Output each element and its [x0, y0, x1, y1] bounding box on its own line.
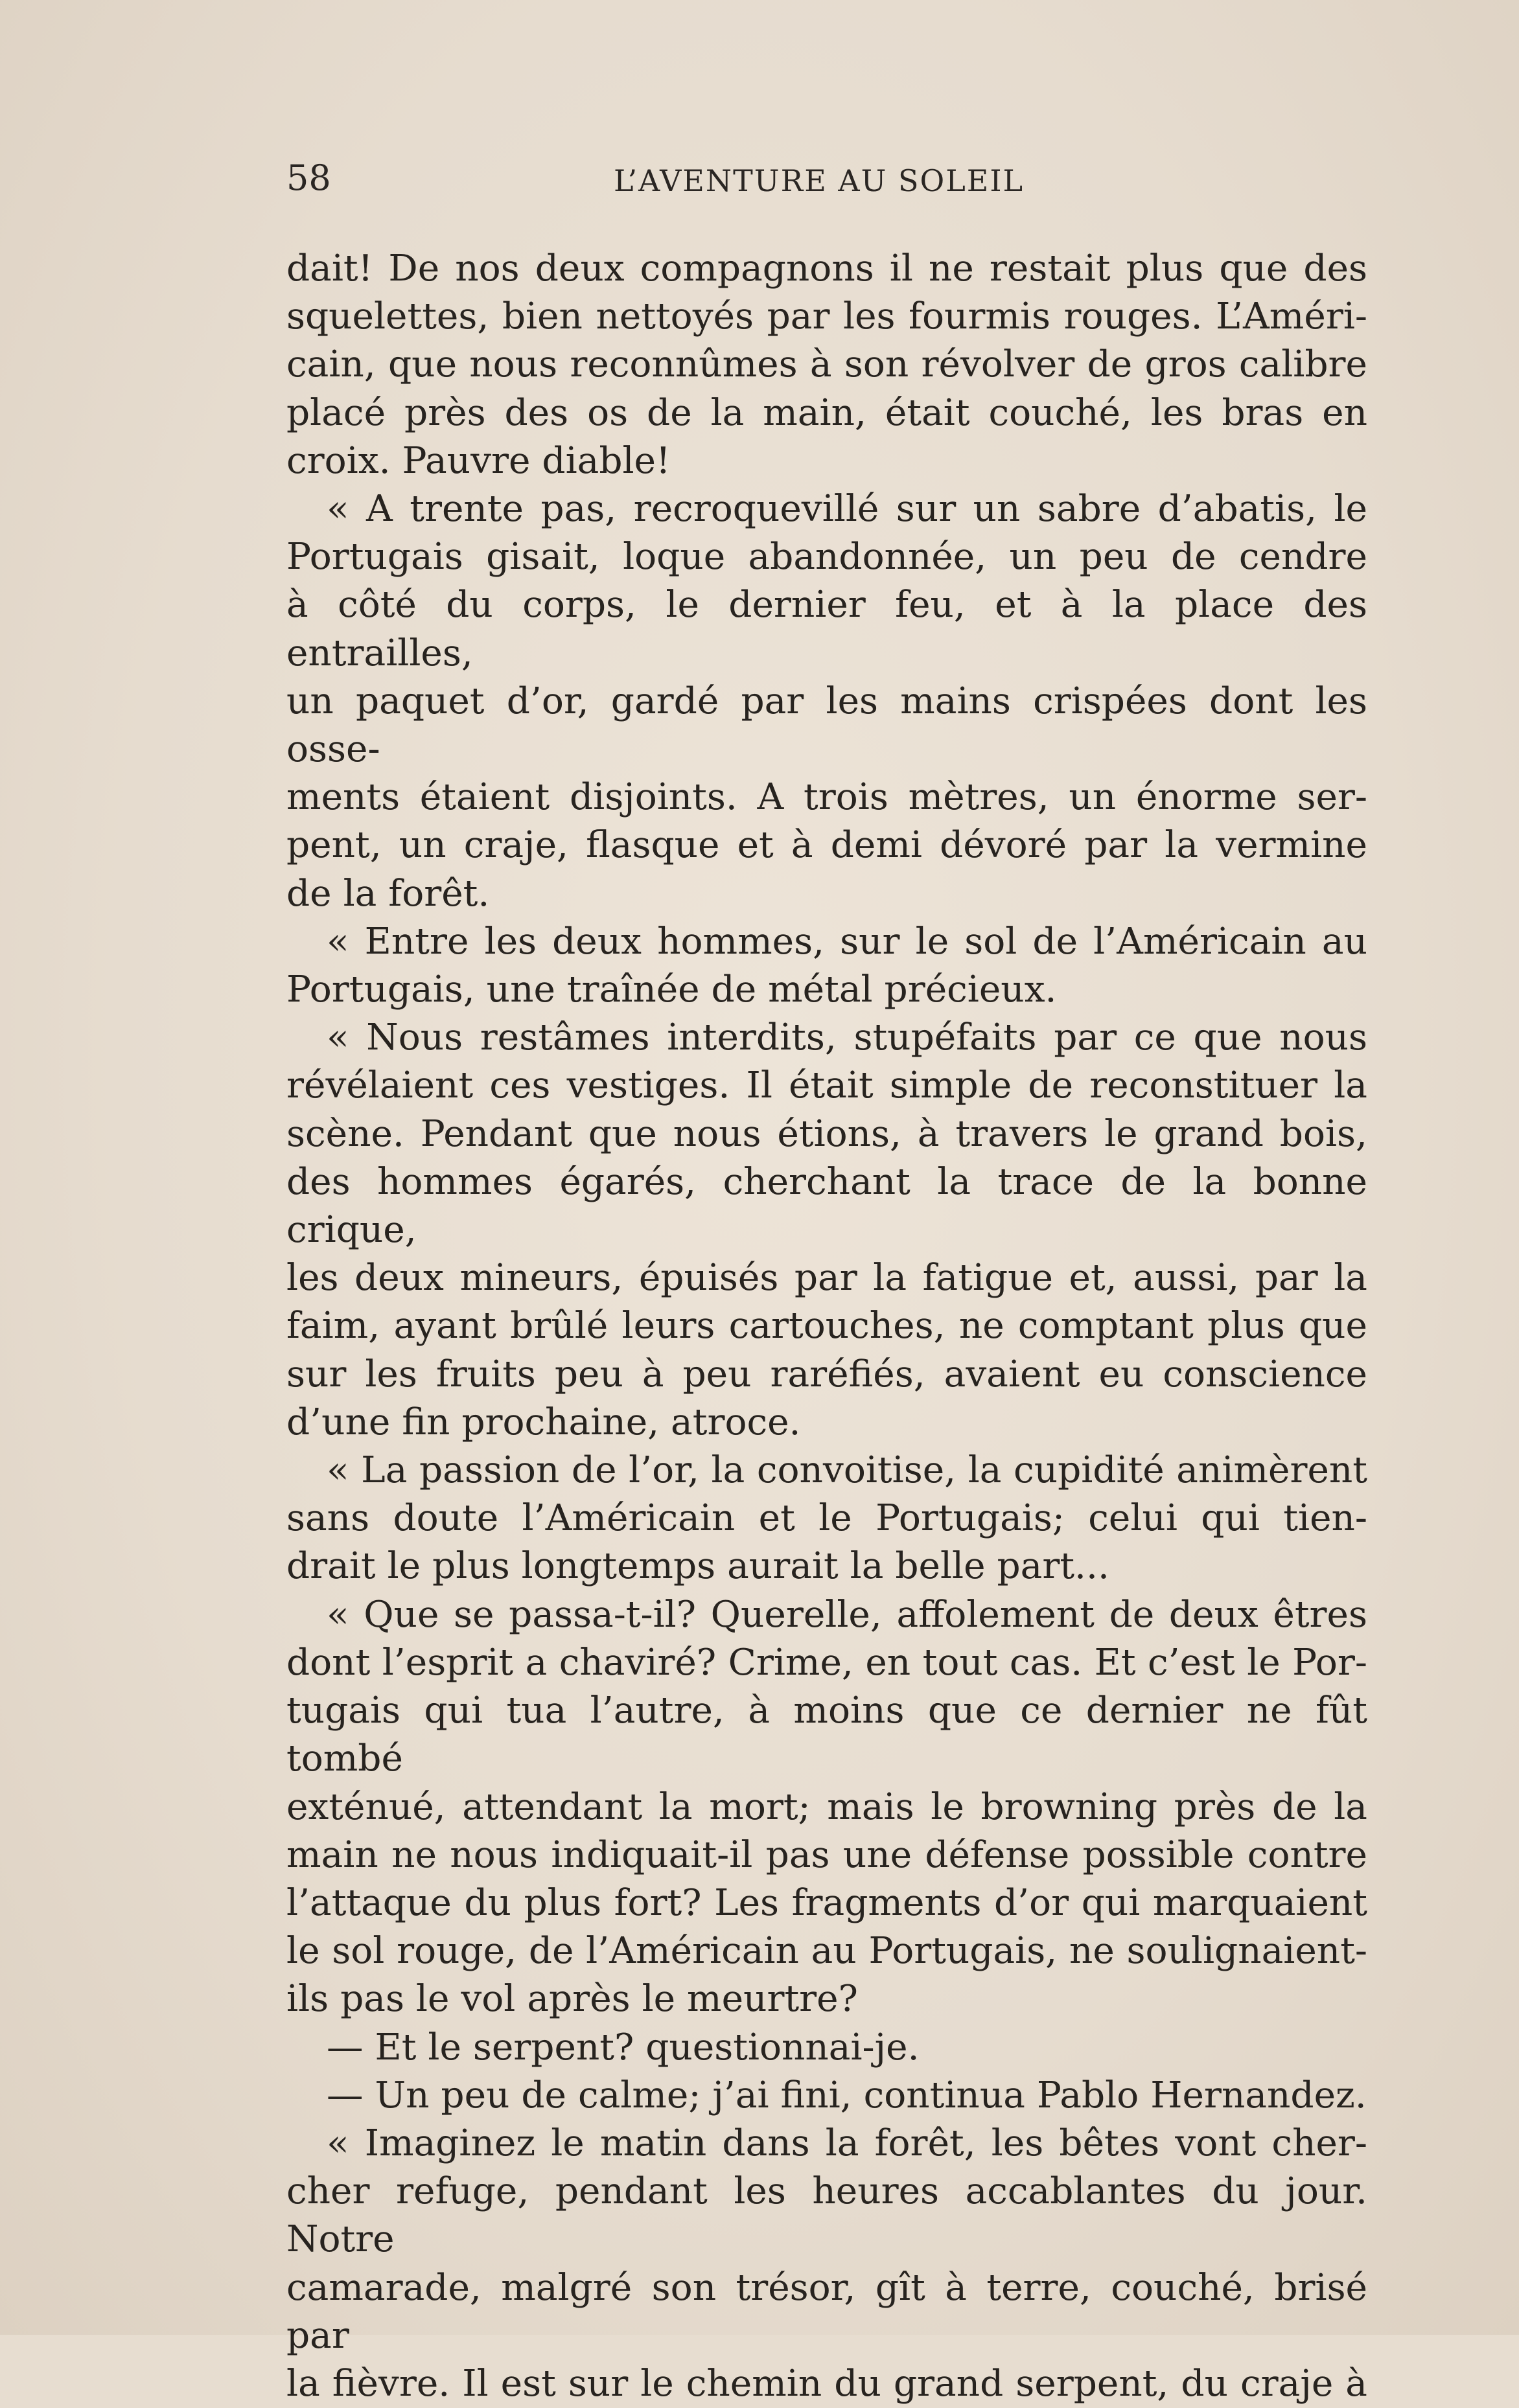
body-text: [286, 245, 1367, 2408]
text-line: de la forêt.: [286, 872, 490, 915]
text-line: scène. Pendant que nous étions, à travers le grand bois,: [286, 1112, 1367, 1155]
text-line: exténué, attendant la mort; mais le browning près de la: [286, 1785, 1367, 1828]
text-line: d’une fin prochaine, atroce.: [286, 1401, 801, 1443]
text-line: des hommes égarés, cherchant la trace de la bonne crique,: [286, 1160, 1367, 1252]
page-number: 58: [286, 157, 331, 198]
paragraph: [286, 918, 1367, 1014]
text-line: sur les fruits peu à peu raréfiés, avaient eu conscience: [286, 1353, 1367, 1395]
text-line: — Un peu de calme; j’ai fini, continua Pablo Hernandez.: [327, 2074, 1367, 2116]
text-line: « A trente pas, recroquevillé sur un sabre d’abatis, le: [327, 488, 1367, 531]
text-line: Portugais, une traînée de métal précieux.: [286, 969, 1057, 1011]
running-title: L’AVENTURE AU SOLEIL: [614, 163, 1025, 198]
text-line: croix. Pauvre diable!: [286, 439, 671, 482]
text-line: les deux mineurs, épuisés par la fatigue et, aussi, par la: [286, 1257, 1367, 1300]
text-line: ments étaient disjoints. A trois mètres, un énorme ser-: [286, 776, 1367, 819]
text-line: à côté du corps, le dernier feu, et à la place des entrailles,: [286, 584, 1367, 674]
paragraph: [286, 1447, 1367, 1591]
text-line: cher refuge, pendant les heures accablantes du jour. Notre: [286, 2170, 1367, 2261]
text-line: « Imaginez le matin dans la forêt, les bêtes vont cher-: [327, 2122, 1367, 2164]
text-line: Portugais gisait, loque abandonnée, un peu de cendre: [286, 536, 1367, 579]
text-line: cain, que nous reconnûmes à son révolver de gros calibre: [286, 343, 1367, 386]
paragraph: [286, 245, 1367, 485]
paragraph: [286, 2024, 1367, 2072]
text-line: — Et le serpent? questionnai-je.: [327, 2026, 920, 2069]
text-line: pent, un craje, flasque et à demi dévoré par la vermine: [286, 824, 1367, 867]
text-line: faim, ayant brûlé leurs cartouches, ne comptant plus que: [286, 1305, 1367, 1347]
paragraph: [286, 2120, 1367, 2408]
paragraph: [286, 2072, 1367, 2120]
text-line: placé près des os de la main, était couché, les bras en: [286, 391, 1367, 434]
text-line: squelettes, bien nettoyés par les fourmis rouges. L’Améri-: [286, 295, 1367, 338]
text-line: camarade, malgré son trésor, gît à terre, couché, brisé par: [286, 2266, 1367, 2357]
text-line: « Entre les deux hommes, sur le sol de l’Américain au: [327, 920, 1367, 963]
text-line: « Que se passa-t-il? Querelle, affolement de deux êtres: [327, 1593, 1367, 1636]
text-line: dont l’esprit a chaviré? Crime, en tout cas. Et c’est le Por-: [286, 1641, 1367, 1684]
text-line: sans doute l’Américain et le Portugais; celui qui tien-: [286, 1497, 1367, 1540]
text-line: tugais qui tua l’autre, à moins que ce dernier ne fût tombé: [286, 1690, 1367, 1780]
text-line: révélaient ces vestiges. Il était simple de reconstituer la: [286, 1064, 1367, 1107]
text-line: la fièvre. Il est sur le chemin du grand serpent, du craje à: [286, 2362, 1367, 2405]
text-line: un paquet d’or, gardé par les mains crispées dont les osse-: [286, 680, 1367, 771]
text-line: « Nous restâmes interdits, stupéfaits par ce que nous: [327, 1016, 1367, 1059]
text-line: main ne nous indiquait-il pas une défense possible contre: [286, 1833, 1367, 1876]
text-line: ils pas le vol après le meurtre?: [286, 1978, 858, 2021]
text-line: drait le plus longtemps aurait la belle part...: [286, 1545, 1109, 1588]
paragraph: [286, 485, 1367, 918]
text-line: dait! De nos deux compagnons il ne restait plus que des: [286, 247, 1367, 290]
paragraph: [286, 1591, 1367, 2024]
text-line: le sol rouge, de l’Américain au Portugais, ne soulignaient-: [286, 1930, 1367, 1973]
text-line: « La passion de l’or, la convoitise, la cupidité animèrent: [327, 1449, 1367, 1492]
paragraph: [286, 1014, 1367, 1447]
page-header: [286, 155, 1388, 207]
text-line: l’attaque du plus fort? Les fragments d’or qui marquaient: [286, 1881, 1367, 1924]
